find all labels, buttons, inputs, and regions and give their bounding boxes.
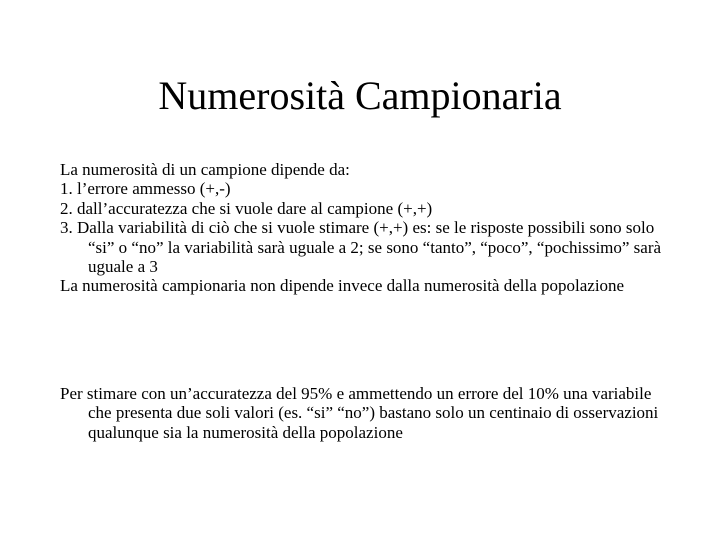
- list-item-3: 3. Dalla variabilità di ciò che si vuole stimare (+,+) es: se le risposte possibili sono solo “si” o “no” la variabilità sarà uguale a 2; se sono “tanto”, “poco”, “pochissimo” sarà uguale a 3: [60, 218, 662, 277]
- list-item-1: 1. l’errore ammesso (+,-): [60, 179, 231, 199]
- note-text: La numerosità campionaria non dipende invece dalla numerosità della popolazione: [60, 276, 625, 296]
- intro-text: La numerosità di un campione dipende da:: [60, 160, 350, 179]
- slide-body: [60, 160, 670, 296]
- slide-title: Numerosità Campionaria: [158, 73, 562, 118]
- example-block: [60, 384, 670, 442]
- list-item-2: 2. dall’accuratezza che si vuole dare al campione (+,+): [60, 198, 433, 218]
- example-text: Per stimare con un’accuratezza del 95% e ammettendo un errore del 10% una variabile che presenta due soli valori (es. “si” “no”) bastano solo un centinaio di osservazioni qualunque sia la numerosità della popolazione: [60, 384, 659, 442]
